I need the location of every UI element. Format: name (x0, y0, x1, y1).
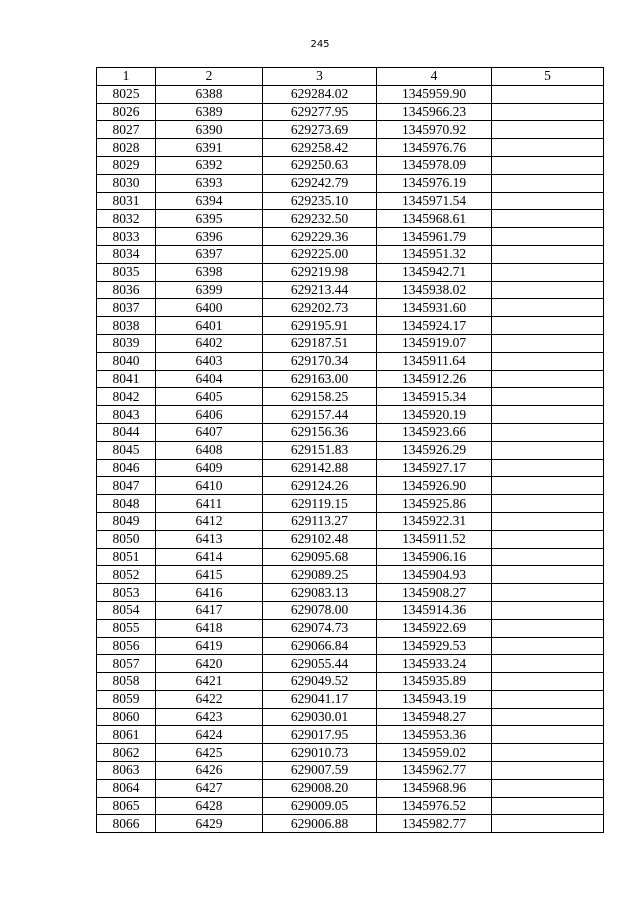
table-cell-col-3: 629158.25 (263, 388, 377, 406)
table-cell-col-1: 8042 (97, 388, 156, 406)
table-cell-col-5 (492, 156, 604, 174)
table-cell-col-5 (492, 673, 604, 691)
table-cell-col-2: 6420 (156, 655, 263, 673)
table-cell-col-2: 6410 (156, 477, 263, 495)
table-cell-col-1: 8054 (97, 601, 156, 619)
table-row (97, 406, 604, 424)
table-cell-col-2: 6390 (156, 121, 263, 139)
table-cell-col-1: 8063 (97, 762, 156, 780)
table-cell-col-4: 1345968.96 (377, 779, 492, 797)
table-row (97, 121, 604, 139)
table-cell-col-3: 629232.50 (263, 210, 377, 228)
table-cell-col-4: 1345953.36 (377, 726, 492, 744)
table-cell-col-2: 6408 (156, 441, 263, 459)
table-row (97, 797, 604, 815)
table-cell-col-5 (492, 388, 604, 406)
table-row (97, 744, 604, 762)
table-cell-col-1: 8030 (97, 174, 156, 192)
table-cell-col-2: 6421 (156, 673, 263, 691)
table-cell-col-2: 6414 (156, 548, 263, 566)
table-cell-col-1: 8057 (97, 655, 156, 673)
column-header-col-2: 2 (156, 68, 263, 86)
table-cell-col-4: 1345920.19 (377, 406, 492, 424)
table-row (97, 512, 604, 530)
table-cell-col-2: 6428 (156, 797, 263, 815)
table-cell-col-2: 6394 (156, 192, 263, 210)
table-cell-col-4: 1345923.66 (377, 423, 492, 441)
table-cell-col-4: 1345959.90 (377, 85, 492, 103)
table-cell-col-1: 8056 (97, 637, 156, 655)
table-cell-col-5 (492, 797, 604, 815)
table-cell-col-1: 8061 (97, 726, 156, 744)
table-cell-col-4: 1345912.26 (377, 370, 492, 388)
table-cell-col-3: 629187.51 (263, 334, 377, 352)
table-cell-col-1: 8050 (97, 530, 156, 548)
table-cell-col-3: 629030.01 (263, 708, 377, 726)
table-cell-col-3: 629242.79 (263, 174, 377, 192)
table-cell-col-1: 8025 (97, 85, 156, 103)
table-cell-col-3: 629284.02 (263, 85, 377, 103)
table-cell-col-2: 6401 (156, 317, 263, 335)
table-cell-col-2: 6393 (156, 174, 263, 192)
table-cell-col-2: 6391 (156, 139, 263, 157)
table-cell-col-3: 629119.15 (263, 495, 377, 513)
table-cell-col-2: 6409 (156, 459, 263, 477)
table-cell-col-2: 6423 (156, 708, 263, 726)
table-row (97, 263, 604, 281)
table-row (97, 317, 604, 335)
table-row (97, 762, 604, 780)
table-row (97, 103, 604, 121)
coordinates-table (96, 67, 604, 833)
table-row (97, 637, 604, 655)
table-row (97, 245, 604, 263)
table-cell-col-4: 1345971.54 (377, 192, 492, 210)
table-row (97, 779, 604, 797)
table-cell-col-3: 629235.10 (263, 192, 377, 210)
table-cell-col-3: 629008.20 (263, 779, 377, 797)
table-cell-col-1: 8034 (97, 245, 156, 263)
table-cell-col-1: 8031 (97, 192, 156, 210)
table-cell-col-3: 629010.73 (263, 744, 377, 762)
column-header-col-5: 5 (492, 68, 604, 86)
table-cell-col-4: 1345970.92 (377, 121, 492, 139)
table-cell-col-1: 8035 (97, 263, 156, 281)
table-cell-col-1: 8036 (97, 281, 156, 299)
table-cell-col-4: 1345931.60 (377, 299, 492, 317)
table-cell-col-1: 8037 (97, 299, 156, 317)
table-cell-col-3: 629124.26 (263, 477, 377, 495)
table-cell-col-5 (492, 299, 604, 317)
table-cell-col-1: 8038 (97, 317, 156, 335)
table-row (97, 388, 604, 406)
table-cell-col-5 (492, 584, 604, 602)
table-header (97, 68, 604, 86)
table-cell-col-4: 1345926.29 (377, 441, 492, 459)
table-cell-col-1: 8053 (97, 584, 156, 602)
table-cell-col-2: 6403 (156, 352, 263, 370)
table-cell-col-2: 6426 (156, 762, 263, 780)
table-row (97, 423, 604, 441)
table-cell-col-5 (492, 441, 604, 459)
table-cell-col-4: 1345929.53 (377, 637, 492, 655)
table-row (97, 192, 604, 210)
table-cell-col-4: 1345904.93 (377, 566, 492, 584)
table-cell-col-3: 629170.34 (263, 352, 377, 370)
table-cell-col-3: 629078.00 (263, 601, 377, 619)
table-cell-col-5 (492, 334, 604, 352)
table-cell-col-5 (492, 619, 604, 637)
table-cell-col-2: 6404 (156, 370, 263, 388)
table-cell-col-5 (492, 637, 604, 655)
table-cell-col-2: 6422 (156, 690, 263, 708)
table-row (97, 655, 604, 673)
table-cell-col-4: 1345927.17 (377, 459, 492, 477)
table-cell-col-4: 1345982.77 (377, 815, 492, 833)
table-cell-col-3: 629195.91 (263, 317, 377, 335)
table-cell-col-2: 6388 (156, 85, 263, 103)
table-cell-col-1: 8040 (97, 352, 156, 370)
table-row (97, 815, 604, 833)
table-cell-col-2: 6416 (156, 584, 263, 602)
table-cell-col-1: 8059 (97, 690, 156, 708)
table-cell-col-5 (492, 317, 604, 335)
table-cell-col-4: 1345908.27 (377, 584, 492, 602)
table-cell-col-4: 1345966.23 (377, 103, 492, 121)
table-cell-col-5 (492, 512, 604, 530)
table-row (97, 85, 604, 103)
column-header-col-4: 4 (377, 68, 492, 86)
table-cell-col-4: 1345948.27 (377, 708, 492, 726)
table-cell-col-4: 1345911.52 (377, 530, 492, 548)
table-row (97, 566, 604, 584)
header-row (97, 68, 604, 86)
table-cell-col-3: 629151.83 (263, 441, 377, 459)
table-cell-col-4: 1345935.89 (377, 673, 492, 691)
table-cell-col-4: 1345962.77 (377, 762, 492, 780)
table-cell-col-4: 1345943.19 (377, 690, 492, 708)
table-cell-col-3: 629229.36 (263, 228, 377, 246)
table-cell-col-2: 6397 (156, 245, 263, 263)
table-cell-col-5 (492, 477, 604, 495)
table-cell-col-3: 629250.63 (263, 156, 377, 174)
table-row (97, 210, 604, 228)
table-cell-col-5 (492, 530, 604, 548)
table-cell-col-2: 6429 (156, 815, 263, 833)
table-cell-col-3: 629156.36 (263, 423, 377, 441)
table-cell-col-1: 8039 (97, 334, 156, 352)
table-cell-col-4: 1345951.32 (377, 245, 492, 263)
table-cell-col-3: 629007.59 (263, 762, 377, 780)
table-row (97, 619, 604, 637)
table-cell-col-3: 629009.05 (263, 797, 377, 815)
table-cell-col-3: 629219.98 (263, 263, 377, 281)
table-cell-col-1: 8058 (97, 673, 156, 691)
table-cell-col-5 (492, 121, 604, 139)
table-row (97, 299, 604, 317)
table-cell-col-5 (492, 281, 604, 299)
table-cell-col-4: 1345906.16 (377, 548, 492, 566)
table-cell-col-4: 1345919.07 (377, 334, 492, 352)
table-cell-col-1: 8026 (97, 103, 156, 121)
table-cell-col-3: 629142.88 (263, 459, 377, 477)
table-cell-col-1: 8064 (97, 779, 156, 797)
table-row (97, 281, 604, 299)
table-cell-col-3: 629273.69 (263, 121, 377, 139)
table-row (97, 139, 604, 157)
table-cell-col-4: 1345922.69 (377, 619, 492, 637)
table-cell-col-2: 6399 (156, 281, 263, 299)
table-cell-col-1: 8043 (97, 406, 156, 424)
table-cell-col-3: 629074.73 (263, 619, 377, 637)
table-cell-col-2: 6400 (156, 299, 263, 317)
table-row (97, 530, 604, 548)
table-cell-col-4: 1345924.17 (377, 317, 492, 335)
table-cell-col-3: 629225.00 (263, 245, 377, 263)
table-cell-col-2: 6395 (156, 210, 263, 228)
table-cell-col-1: 8052 (97, 566, 156, 584)
table-cell-col-1: 8051 (97, 548, 156, 566)
table-cell-col-3: 629041.17 (263, 690, 377, 708)
table-cell-col-3: 629102.48 (263, 530, 377, 548)
table-cell-col-2: 6427 (156, 779, 263, 797)
table-cell-col-2: 6424 (156, 726, 263, 744)
table-cell-col-1: 8060 (97, 708, 156, 726)
table-cell-col-5 (492, 744, 604, 762)
table-cell-col-2: 6406 (156, 406, 263, 424)
table-cell-col-3: 629163.00 (263, 370, 377, 388)
table-cell-col-3: 629113.27 (263, 512, 377, 530)
table-cell-col-3: 629083.13 (263, 584, 377, 602)
table-cell-col-2: 6411 (156, 495, 263, 513)
table-cell-col-5 (492, 495, 604, 513)
table-cell-col-5 (492, 423, 604, 441)
table-row (97, 370, 604, 388)
table-row (97, 690, 604, 708)
table-cell-col-5 (492, 210, 604, 228)
table-cell-col-4: 1345968.61 (377, 210, 492, 228)
table-cell-col-2: 6415 (156, 566, 263, 584)
table-body (97, 85, 604, 832)
table-row (97, 352, 604, 370)
table-cell-col-2: 6417 (156, 601, 263, 619)
table-cell-col-1: 8055 (97, 619, 156, 637)
table-cell-col-3: 629202.73 (263, 299, 377, 317)
table-cell-col-4: 1345915.34 (377, 388, 492, 406)
table-cell-col-3: 629055.44 (263, 655, 377, 673)
column-header-col-1: 1 (97, 68, 156, 86)
table-cell-col-1: 8047 (97, 477, 156, 495)
table-cell-col-1: 8028 (97, 139, 156, 157)
table-cell-col-3: 629089.25 (263, 566, 377, 584)
table-cell-col-3: 629049.52 (263, 673, 377, 691)
table-cell-col-1: 8065 (97, 797, 156, 815)
table-row (97, 174, 604, 192)
table-cell-col-2: 6419 (156, 637, 263, 655)
table-cell-col-1: 8029 (97, 156, 156, 174)
table-cell-col-1: 8062 (97, 744, 156, 762)
table-cell-col-2: 6405 (156, 388, 263, 406)
table-cell-col-4: 1345961.79 (377, 228, 492, 246)
table-row (97, 584, 604, 602)
table-cell-col-5 (492, 85, 604, 103)
table-cell-col-5 (492, 690, 604, 708)
table-cell-col-5 (492, 139, 604, 157)
table-cell-col-5 (492, 228, 604, 246)
table-cell-col-4: 1345933.24 (377, 655, 492, 673)
table-cell-col-1: 8033 (97, 228, 156, 246)
table-cell-col-5 (492, 103, 604, 121)
table-row (97, 228, 604, 246)
table-cell-col-5 (492, 245, 604, 263)
table-cell-col-5 (492, 708, 604, 726)
table-cell-col-1: 8032 (97, 210, 156, 228)
table-row (97, 441, 604, 459)
table-row (97, 601, 604, 619)
table-row (97, 708, 604, 726)
table-cell-col-2: 6418 (156, 619, 263, 637)
table-cell-col-3: 629213.44 (263, 281, 377, 299)
table-cell-col-2: 6398 (156, 263, 263, 281)
table-cell-col-2: 6425 (156, 744, 263, 762)
table-cell-col-1: 8045 (97, 441, 156, 459)
table-cell-col-5 (492, 352, 604, 370)
table-row (97, 673, 604, 691)
table-cell-col-5 (492, 406, 604, 424)
table-cell-col-1: 8044 (97, 423, 156, 441)
table-cell-col-2: 6413 (156, 530, 263, 548)
table-cell-col-3: 629095.68 (263, 548, 377, 566)
table-cell-col-3: 629157.44 (263, 406, 377, 424)
table-cell-col-5 (492, 174, 604, 192)
table-cell-col-1: 8027 (97, 121, 156, 139)
table-cell-col-5 (492, 726, 604, 744)
table-row (97, 334, 604, 352)
table-cell-col-2: 6412 (156, 512, 263, 530)
table-cell-col-2: 6402 (156, 334, 263, 352)
table-cell-col-4: 1345976.76 (377, 139, 492, 157)
table-cell-col-1: 8066 (97, 815, 156, 833)
table-cell-col-2: 6392 (156, 156, 263, 174)
table-cell-col-4: 1345911.64 (377, 352, 492, 370)
page-number: 245 (310, 39, 330, 50)
table-cell-col-1: 8041 (97, 370, 156, 388)
table-cell-col-4: 1345976.52 (377, 797, 492, 815)
table-cell-col-3: 629017.95 (263, 726, 377, 744)
table-cell-col-4: 1345925.86 (377, 495, 492, 513)
table-cell-col-4: 1345942.71 (377, 263, 492, 281)
table-cell-col-3: 629258.42 (263, 139, 377, 157)
table-cell-col-4: 1345922.31 (377, 512, 492, 530)
table-row (97, 726, 604, 744)
table-cell-col-5 (492, 815, 604, 833)
table-cell-col-5 (492, 192, 604, 210)
table-cell-col-4: 1345959.02 (377, 744, 492, 762)
table-row (97, 548, 604, 566)
table-cell-col-2: 6389 (156, 103, 263, 121)
table-cell-col-5 (492, 370, 604, 388)
table-cell-col-5 (492, 263, 604, 281)
table-cell-col-1: 8048 (97, 495, 156, 513)
table-cell-col-5 (492, 459, 604, 477)
table-cell-col-5 (492, 548, 604, 566)
table-row (97, 477, 604, 495)
table-cell-col-3: 629006.88 (263, 815, 377, 833)
table-cell-col-5 (492, 779, 604, 797)
table-cell-col-5 (492, 566, 604, 584)
table-cell-col-4: 1345938.02 (377, 281, 492, 299)
table-cell-col-1: 8049 (97, 512, 156, 530)
table-row (97, 156, 604, 174)
table-row (97, 459, 604, 477)
table-cell-col-5 (492, 762, 604, 780)
table-cell-col-2: 6407 (156, 423, 263, 441)
table-cell-col-2: 6396 (156, 228, 263, 246)
table-cell-col-4: 1345926.90 (377, 477, 492, 495)
table-cell-col-5 (492, 655, 604, 673)
table-cell-col-4: 1345914.36 (377, 601, 492, 619)
table-row (97, 495, 604, 513)
table-cell-col-3: 629066.84 (263, 637, 377, 655)
table-cell-col-5 (492, 601, 604, 619)
column-header-col-3: 3 (263, 68, 377, 86)
table-cell-col-4: 1345976.19 (377, 174, 492, 192)
table-cell-col-4: 1345978.09 (377, 156, 492, 174)
table-cell-col-3: 629277.95 (263, 103, 377, 121)
table-cell-col-1: 8046 (97, 459, 156, 477)
